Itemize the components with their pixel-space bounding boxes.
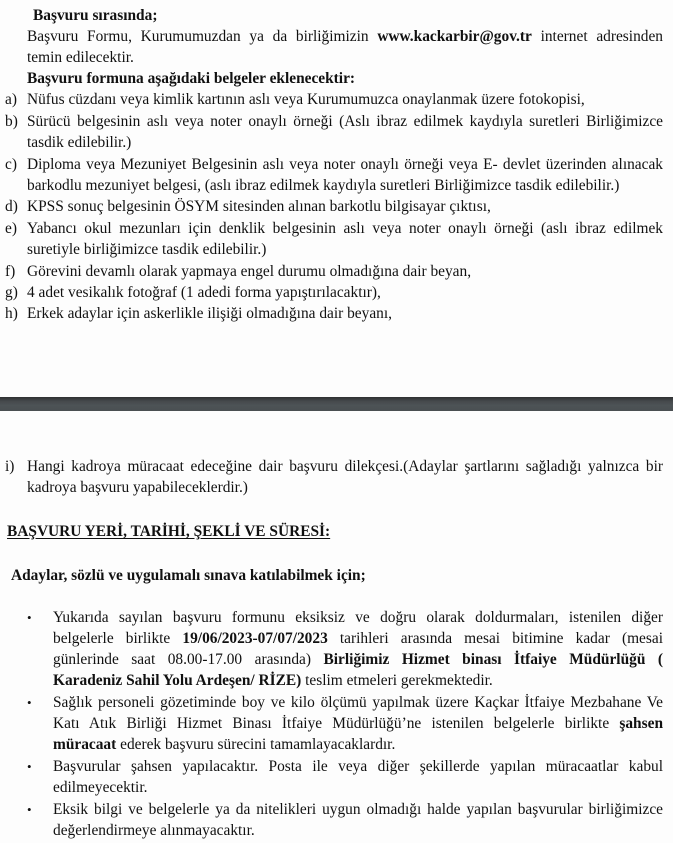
section-heading-basvuru-sirasinda: Başvuru sırasında; [33, 7, 158, 24]
candidates-subheading: Adaylar, sözlü ve uygulamalı sınava katılabilmek için; [11, 567, 366, 584]
website-url: www.kackarbir@gov.tr [377, 28, 532, 45]
intro-paragraph-line-2: temin edilecektir. [27, 49, 134, 66]
bullet-icon: • [27, 610, 32, 625]
bullet-icon: • [27, 802, 32, 817]
intro-paragraph-line-1: Başvuru Formu, Kurumumuzdan ya da birliğimizin www.kackarbir@gov.tr internet adresinden [27, 28, 663, 45]
application-date-range: 19/06/2023-07/07/2023 [182, 630, 328, 647]
section-heading-basvuru-yeri: BAŞVURU YERİ, TARİHİ, ŞEKLİ VE SÜRESİ: [7, 523, 331, 540]
document-page-1: Başvuru sırasında; Başvuru Formu, Kurumumuzdan ya da birliğimizin www.kackarbir@gov.tr internet adresinden temin edilecektir. Başvuru formuna aşağıdaki belgeler eklenecektir: a) Nüfus cüzdanı veya kimlik kartının aslı veya Kurumumuzca onaylanmak üzere fotokopisi, b) Sürücü belgesinin aslı veya noter onaylı örneği (Aslı ibraz edilmek kaydıyla suretleri Birliğimizce tasdik edilebilir.) c) Diploma veya Mezuniyet Belgesinin aslı veya noter onaylı örneği veya E- devlet üzerinden alınacak barkodlu mezuniyet belgesi, (aslı ibraz edilmek kaydıyla suretleri Birliğimizce tasdik edilebilir.) d) KPSS sonuç belgesinin ÖSYM sitesinden alınan barkotlu bilgisayar çıktısı, e) Yabancı okul mezunları için denklik belgesinin aslı veya noter onaylı örneği (aslı ibraz edilmek suretiyle birliğimizce tasdik edilebilir.) f) Görevini devamlı olarak yapmaya engel durumu olmadığına dair beyan, g) 4 adet vesikalık fotoğraf (1 adedi forma yapıştırılacaktır), h) Erkek adaylar için askerlikle ilişiği olmadığına dair beyanı, [0, 0, 673, 397]
bullet-icon: • [27, 695, 32, 710]
documents-heading: Başvuru formuna aşağıdaki belgeler eklenecektir: [27, 70, 356, 87]
page-separator [0, 397, 673, 411]
document-page-2: i) Hangi kadroya müracaat edeceğine dair başvuru dilekçesi.(Adaylar şartlarını sağladığı yalnızca bir kadroya başvuru yapabileceklerdir.) BAŞVURU YERİ, TARİHİ, ŞEKLİ VE SÜRESİ: Adaylar, sözlü ve uygulamalı sınava katılabilmek için; • Yukarıda sayılan başvuru formunu eksiksiz ve doğru olarak doldurmaları, istenilen diğer belgelerle birlikte 19/06/2023-07/07/2023 tarihleri arasında mesai bitimine kadar (mesai günlerinde saat 08.00-17.00 arasında) Birliğimiz Hizmet binası İtfaiye Müdürlüğü ( Karadeniz Sahil Yolu Ardeşen/ RİZE) teslim etmeleri gerekmektedir. • Sağlık personeli gözetiminde boy ve kilo ölçümü yapılmak üzere Kaçkar İtfaiye Mezbahane Ve Katı Atık Birliği Hizmet Binası İtfaiye Müdürlüğü’ne istenilen belgelerle birlikte şahsen müracaat ederek başvuru sürecini tamamlayacaklardır. • Başvurular şahsen yapılacaktır. Posta ile veya diğer şekillerde yapılan müracaatlar kabul edilmeyecektir. • Eksik bilgi ve belgelerle ya da nitelikleri uygun olmadığı halde yapılan başvurular birliğimizce değerlendirmeye alınmayacaktır. [0, 411, 673, 843]
bullet-icon: • [27, 759, 32, 774]
application-address: Karadeniz Sahil Yolu Ardeşen/ RİZE) [53, 672, 302, 689]
application-location: Birliğimiz Hizmet binası İtfaiye Müdürlüğü ( [323, 651, 664, 668]
